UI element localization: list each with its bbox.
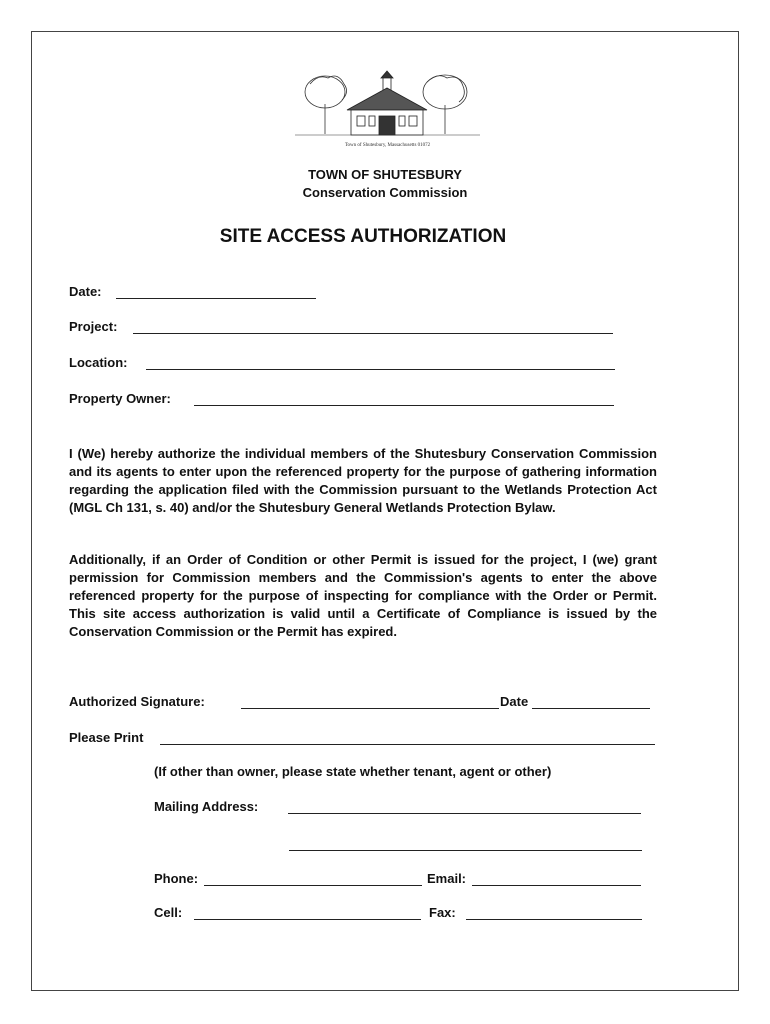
town-hall-logo <box>255 70 520 155</box>
email-field[interactable] <box>472 885 641 886</box>
please-print-label: Please Print <box>69 730 144 745</box>
cell-field[interactable] <box>194 919 421 920</box>
authorization-paragraph: I (We) hereby authorize the individual members of the Shutesbury Conservation Commission and its agents to enter upon the referenced property for the purpose of gathering information regarding the application filed with the Commission pursuant to the Wetlands Protection Act (MGL Ch 131, s. 40) and/or the Shutesbury General Wetlands Protection Bylaw. <box>69 446 657 515</box>
cell-label: Cell: <box>154 905 183 920</box>
signature-date-field[interactable] <box>532 708 650 709</box>
project-label: Project: <box>69 319 118 334</box>
location-field[interactable] <box>146 369 615 370</box>
phone-label: Phone: <box>154 871 199 886</box>
project-field[interactable] <box>133 333 613 334</box>
fax-label: Fax: <box>429 905 456 920</box>
mailing-address-label: Mailing Address: <box>154 799 259 814</box>
page-title: SITE ACCESS AUTHORIZATION <box>219 226 507 247</box>
location-label: Location: <box>69 355 128 370</box>
date-label: Date: <box>69 284 102 299</box>
town-hall-icon <box>255 70 520 145</box>
authorized-signature-label: Authorized Signature: <box>69 694 205 709</box>
compliance-paragraph: Additionally, if an Order of Condition or other Permit is issued for the project, I (we) grant permission for Commission members and the Commission's agents to enter the above referenced property for the purpose of inspecting for compliance with the Order or Permit. This site access authorization is valid until a Certificate of Compliance is issued by the Conservation Commission or the Permit has expired. <box>69 552 657 639</box>
mailing-address-field-2[interactable] <box>289 850 642 851</box>
property-owner-field[interactable] <box>194 405 614 406</box>
fax-field[interactable] <box>466 919 642 920</box>
please-print-field[interactable] <box>160 744 655 745</box>
town-name: TOWN OF SHUTESBURY <box>308 167 462 182</box>
date-field[interactable] <box>116 298 316 299</box>
email-label: Email: <box>427 871 467 886</box>
signature-field[interactable] <box>241 708 499 709</box>
owner-note: (If other than owner, please state whether tenant, agent or other) <box>154 764 552 779</box>
signature-date-label: Date <box>500 694 529 709</box>
mailing-address-field-1[interactable] <box>288 813 641 814</box>
property-owner-label: Property Owner: <box>69 391 171 406</box>
commission-name: Conservation Commission <box>302 185 468 200</box>
phone-field[interactable] <box>204 885 422 886</box>
logo-caption: Town of Shutesbury, Massachusetts 01072 <box>344 143 431 148</box>
